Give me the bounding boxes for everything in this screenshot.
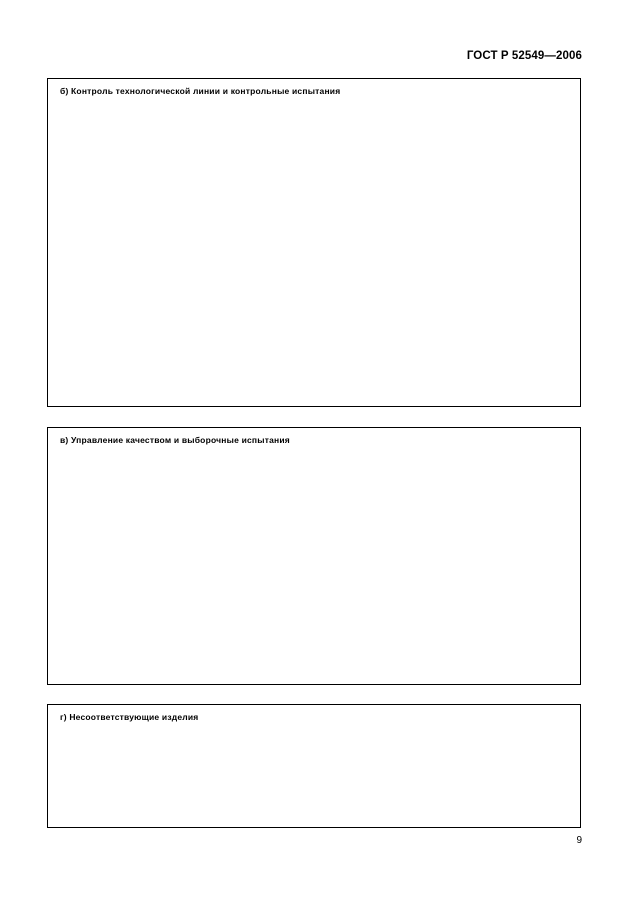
section-title-quality-management: в) Управление качеством и выборочные испытания xyxy=(60,435,290,445)
section-box-quality-management xyxy=(47,427,581,685)
section-title-process-control: б) Контроль технологической линии и контрольные испытания xyxy=(60,86,341,96)
page-number: 9 xyxy=(576,835,582,846)
standard-code-header: ГОСТ Р 52549—2006 xyxy=(466,50,582,62)
section-title-nonconforming-products: г) Несоответствующие изделия xyxy=(60,712,199,722)
section-box-nonconforming-products xyxy=(47,704,581,828)
section-box-process-control xyxy=(47,78,581,407)
